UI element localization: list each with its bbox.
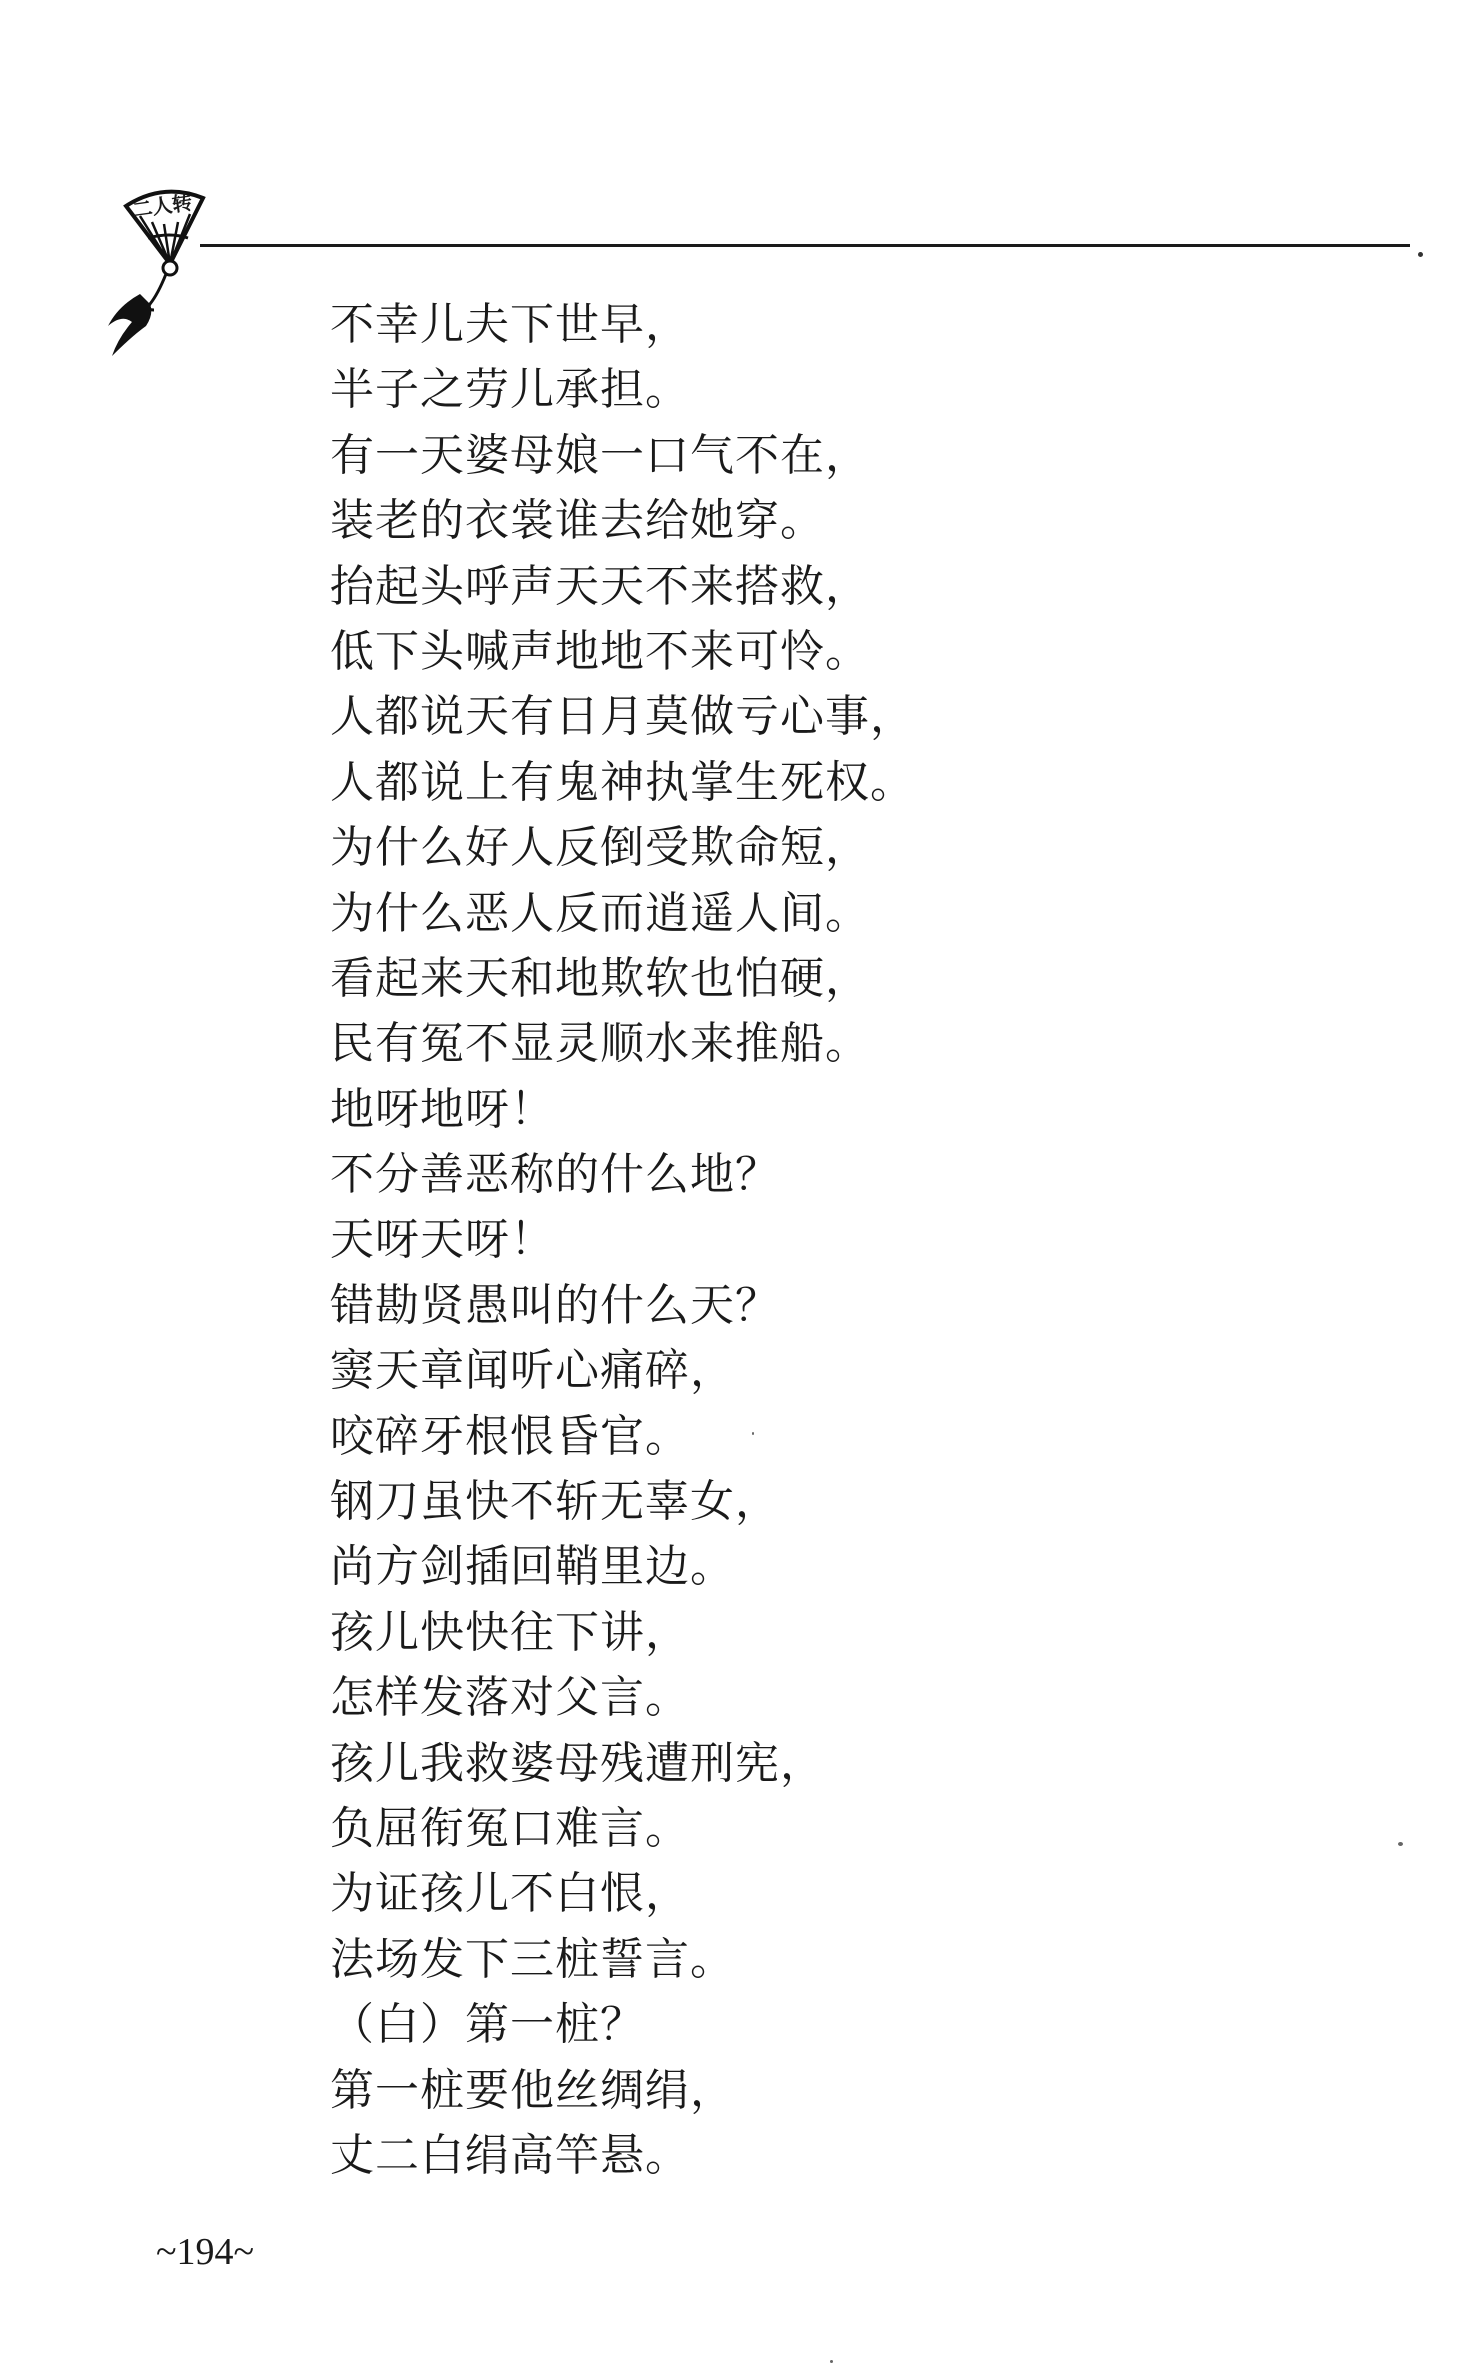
verse-line: 法场发下三桩誓言。 [330,1933,735,1985]
verse-line: 为证孩儿不白恨， [330,1868,690,1920]
page-number: ~194~ [156,2231,255,2273]
verse-line: 错勘贤愚叫的什么天？ [330,1279,780,1331]
verse-line: 钢刀虽快不斩无辜女， [330,1476,780,1528]
header-book-label: 二人转 [130,189,194,223]
verse-line: 丈二白绢高竿悬。 [330,2129,690,2181]
verse-line: 天呀天呀！ [330,1214,555,1266]
scan-speck [752,1432,754,1435]
verse-line: 为什么恶人反而逍遥人间。 [330,887,870,939]
verse-line: 孩儿快快往下讲， [330,1606,690,1658]
verse-line: 装老的衣裳谁去给她穿。 [330,495,825,547]
verse-line: 不分善恶称的什么地？ [330,1149,780,1201]
verse-line: 负屈衔冤口难言。 [330,1802,690,1854]
verse-line: 窦天章闻听心痛碎， [330,1345,735,1397]
verse-line: 民有冤不显灵顺水来推船。 [330,1018,870,1070]
verse-line: 低下头喊声地地不来可怜。 [330,625,870,677]
verse-line: 人都说天有日月莫做亏心事， [330,691,915,743]
verse-line: 地呀地呀！ [330,1083,555,1135]
verse-line: 看起来天和地欺软也怕硬， [330,952,870,1004]
verse-line: 人都说上有鬼神执掌生死权。 [330,756,915,808]
verse-line: 抬起头呼声天天不来搭救， [330,560,870,612]
verse-line: 不幸儿夫下世早， [330,299,690,350]
header-rule [200,244,1410,247]
verse-line: 半子之劳儿承担。 [330,364,690,416]
header-dot [1418,252,1423,257]
scan-speck [1398,1842,1403,1846]
verse-line: （白）第一桩？ [330,1999,645,2051]
verse-line: 怎样发落对父言。 [330,1672,690,1724]
verse-line: 有一天婆母娘一口气不在， [330,429,870,481]
verse-line: 尚方剑插回鞘里边。 [330,1541,735,1593]
scan-speck [830,2360,833,2363]
verse-line: 为什么好人反倒受欺命短， [330,822,870,874]
verse-text [330,292,1230,2188]
verse-line: 咬碎牙根恨昏官。 [330,1410,690,1462]
verse-line: 第一桩要他丝绸绢， [330,2064,735,2116]
verse-line: 孩儿我救婆母残遭刑宪， [330,1737,825,1789]
